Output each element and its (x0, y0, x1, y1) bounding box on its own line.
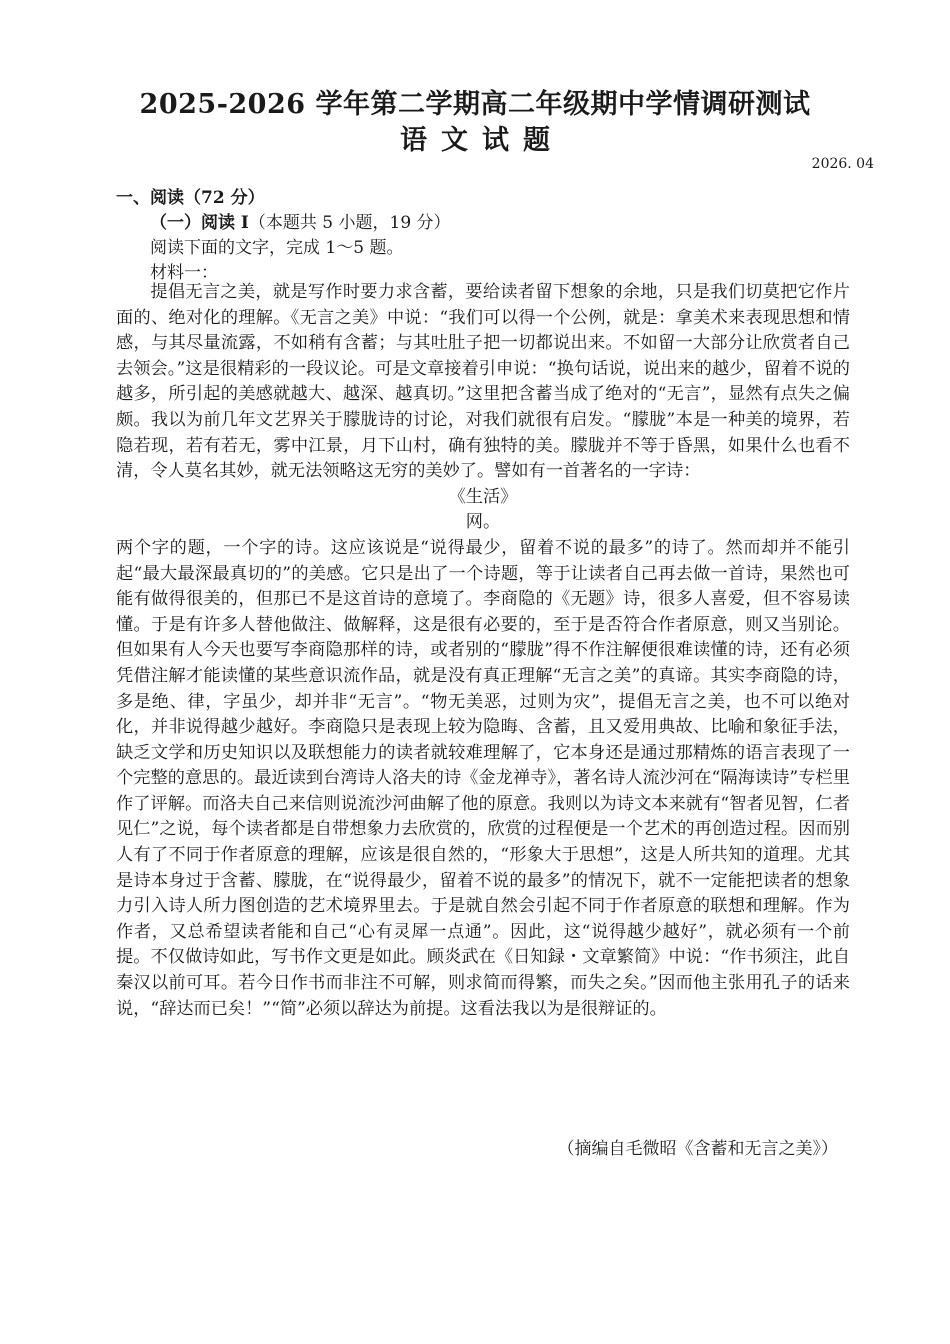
article-source: （摘编自毛微昭《含蓄和无言之美》） (557, 1139, 838, 1159)
article-paragraph-2: 两个字的题，一个字的诗。这应该说是“说得最少，留着不说的最多”的诗了。然而却并不能引起“最大最深最真切的”的美感。它只是出了一个诗题，等于让读者自己再去做一首诗，果然也可能有做得很美的，但那已不是这首诗的意境了。李商隐的《无题》诗，很多人喜爱，但不容易读懂。于是有许多人替他做注、做解释，这是很有必要的，至于是否符合作者原意，则又当别论。但如果有人今天也要写李商隐那样的诗，或者别的“朦胧”得不作注解便很难读懂的诗，还有必须凭借注解才能读懂的某些意识流作品，就是没有真正理解“无言之美”的真谛。其实李商隐的诗，多是绝、律，字虽少，却并非“无言”。“物无美恶，过则为灾”，提倡无言之美，也不可以绝对化，并非说得越少越好。李商隐只是表现上较为隐晦、含蓄，且又爱用典故、比喻和象征手法，缺乏文学和历史知识以及联想能力的读者就较难理解了，它本身还是通过那精炼的语言表现了一个完整的意思的。最近读到台湾诗人洛夫的诗《金龙禅寺》，著名诗人流沙河在“隔海读诗”专栏里作了评解。而洛夫自己来信则说流沙河曲解了他的原意。我则以为诗文本来就有“智者见智，仁者见仁”之说，每个读者都是自带想象力去欣赏的，欣赏的过程便是一个艺术的再创造过程。因而别人有了不同于作者原意的理解，应该是很自然的，“形象大于思想”，这是人所共知的道理。尤其是诗本身过于含蓄、朦胧，在“说得最少，留着不说的最多”的情况下，就不一定能把读者的想象力引入诗人所力图创造的艺术境界里去。于是就自然会引起不同于作者原意的联想和理解。作为作者，又总希望读者能和自己“心有灵犀一点通”。因此，这“说得越少越好”，就必须有一个前提。不仅做诗如此，写书作文更是如此。顾炎武在《日知録・文章繁简》中说：“作书须注，此自秦汉以前可耳。若今日作书而非注不可解，则求简而得繁，而失之矣。”因而他主张用孔子的话来说，“辞达而已矣！”“简”必须以辞达为前提。这看法我以为是很辩证的。 (116, 537, 850, 1019)
part-note: （本题共 5 小题，19 分） (248, 213, 451, 233)
reading-instruction: 阅读下面的文字，完成 1～5 题。 (150, 238, 404, 258)
part-label: （一）阅读 I (150, 213, 249, 233)
exam-subtitle: 语文试题 (400, 125, 564, 156)
exam-title: 2025-2026 学年第二学期高二年级期中学情调研测试 (139, 89, 811, 120)
material-label: 材料一： (150, 263, 218, 283)
article-body (116, 280, 850, 1022)
part-heading (150, 208, 451, 233)
poem-body: 网。 (465, 512, 501, 533)
exam-date: 2026. 04 (811, 156, 874, 172)
section-heading: 一、阅读（72 分） (116, 188, 265, 208)
poem-title: 《生活》 (448, 486, 518, 507)
article-paragraph-1: 提倡无言之美，就是写作时要力求含蓄，要给读者留下想象的余地，只是我们切莫把它作片面的、绝对化的理解。《无言之美》中说：“我们可以得一个公例，就是：拿美术来表现思想和情感，与其尽量流露，不如稍有含蓄；与其吐肚子把一切都说出来。不如留一大部分让欣赏者自己去领会。”这是很精彩的一段议论。可是文章接着引申说：“换句话说，说出来的越少，留着不说的越多，所引起的美感就越大、越深、越真切。”这里把含蓄当成了绝对的“无言”，显然有点失之偏颇。我以为前几年文艺界关于朦胧诗的讨论，对我们就很有启发。“朦胧”本是一种美的境界，若隐若现，若有若无，雾中江景，月下山村，确有独特的美。朦胧并不等于昏黑，如果什么也看不清，令人莫名其妙，就无法领略这无穷的美妙了。譬如有一首著名的一字诗： (116, 282, 850, 482)
